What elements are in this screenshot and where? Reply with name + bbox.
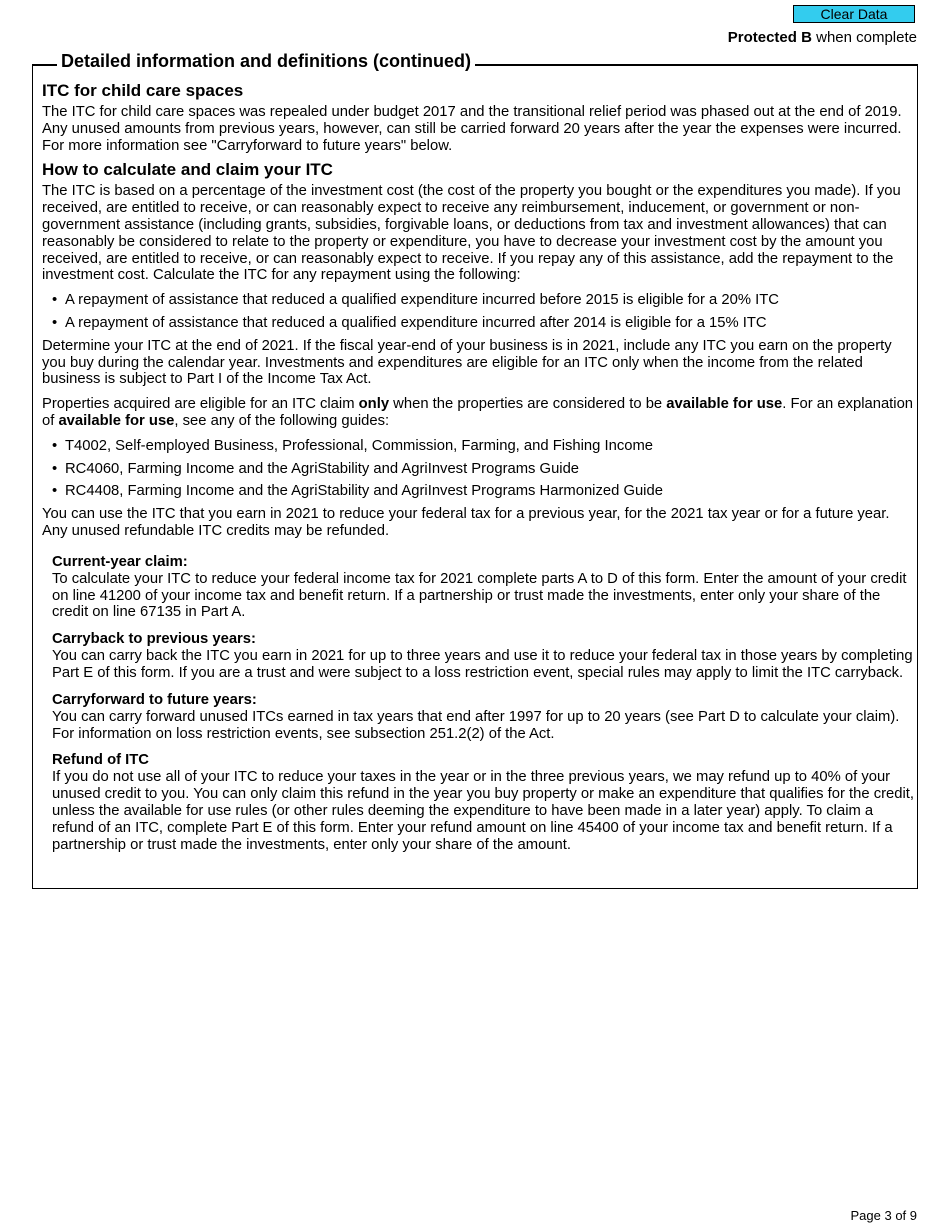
properties-text bbox=[42, 396, 914, 430]
list-item: • RC4408, Farming Income and the AgriStability and AgriInvest Programs Harmonized Guide bbox=[42, 483, 914, 500]
repayment-list bbox=[42, 292, 914, 332]
list-item: • A repayment of assistance that reduced a qualified expenditure incurred after 2014 is eligible for a 15% ITC bbox=[42, 315, 914, 332]
child-care-text: The ITC for child care spaces was repealed under budget 2017 and the transitional relief period was phased out at the end of 2019. Any unused amounts from previous years, however, can still be carried forward 20 years after the year the expenses were incurred. For more information see "Carryforward to future years" below. bbox=[42, 104, 902, 154]
section-title: Detailed information and definitions (continued) bbox=[57, 50, 475, 72]
subsection-text: To calculate your ITC to reduce your federal income tax for 2021 complete parts A to D of this form. Enter the amount of your credit on line 41200 of your income tax and benefit return. If a partnership or trust made the investments, enter only your share of the credit on line 67135 in Part A. bbox=[52, 570, 907, 621]
properties-part: , see any of the following guides: bbox=[174, 412, 390, 429]
section-content bbox=[42, 81, 914, 853]
protected-label: Protected B bbox=[727, 29, 812, 46]
list-item: • RC4060, Farming Income and the AgriStability and AgriInvest Programs Guide bbox=[42, 461, 914, 478]
protected-status bbox=[728, 29, 917, 47]
claim-subsections bbox=[42, 554, 914, 854]
determine-text: Determine your ITC at the end of 2021. If the fiscal year-end of your business is in 2021, include any ITC you earn on the property you buy during the calendar year. Investments and expenditures are eligible for an ITC only when the income from the related business is subject to Part I of the Income Tax Act. bbox=[42, 337, 892, 388]
properties-bold: available for use bbox=[58, 412, 175, 429]
properties-bold: available for use bbox=[666, 396, 783, 413]
subsection-text: If you do not use all of your ITC to reduce your taxes in the year or in the three previous years, we may refund up to 40% of your unused credit to you. You can only claim this refund in the year you buy property or make an expenditure that qualifies for the credit, unless the available for use rules (or other rules deeming the expenditure to have been made in a later year) apply. To claim a refund of an ITC, complete Part E of this form. Enter your refund amount on line 45400 of your income tax and benefit return. If a partnership or trust made the investments, enter only your share of the amount. bbox=[52, 769, 915, 853]
subsection-current-year bbox=[52, 554, 914, 621]
properties-part: Properties acquired are eligible for an ITC claim bbox=[42, 396, 359, 413]
subsection-refund bbox=[52, 752, 914, 853]
subsection-carryforward bbox=[52, 692, 914, 743]
subsection-heading: Carryforward to future years: bbox=[52, 691, 257, 708]
properties-part: . For an explanation of bbox=[42, 396, 914, 429]
calculate-intro: The ITC is based on a percentage of the investment cost (the cost of the property you bought or the expenditures you made). If you received, are entitled to receive, or can reasonably expect to receive any reimbursement, inducement, or government or non-government assistance (including grants, subsidies, forgivable loans, or deductions from tax and investment allowances) that can reasonably be considered to relate to the property or expenditure, you have to decrease your investment cost by the amount you received, are entitled to receive, or can reasonably expect to receive. If you repay any of this assistance, add the repayment to the investment cost. Calculate the ITC for any repayment using the following: bbox=[42, 183, 901, 284]
guides-list bbox=[42, 438, 914, 500]
list-item: • T4002, Self-employed Business, Professional, Commission, Farming, and Fishing Income bbox=[42, 438, 914, 455]
subsection-text: You can carry back the ITC you earn in 2021 for up to three years and use it to reduce your federal tax in those years by completing Part E of this form. If you are a trust and were subject to a loss restriction event, special rules may apply to limit the ITC carryback. bbox=[52, 648, 913, 681]
subsection-carryback bbox=[52, 631, 914, 682]
page-number: Page 3 of 9 bbox=[850, 1208, 917, 1223]
subsection-heading: Current-year claim: bbox=[52, 553, 188, 570]
protected-suffix: when complete bbox=[811, 29, 917, 46]
calculate-heading: How to calculate and claim your ITC bbox=[42, 160, 333, 180]
properties-part: when the properties are considered to be bbox=[389, 396, 667, 413]
subsection-heading: Carryback to previous years: bbox=[52, 631, 256, 648]
properties-bold: only bbox=[358, 396, 390, 413]
subsection-heading: Refund of ITC bbox=[52, 752, 149, 769]
list-item: • A repayment of assistance that reduced a qualified expenditure incurred before 2015 is eligible for a 20% ITC bbox=[42, 292, 914, 309]
use-itc-text: You can use the ITC that you earn in 2021 to reduce your federal tax for a previous year, for the 2021 tax year or for a future year. Any unused refundable ITC credits may be refunded. bbox=[42, 506, 890, 539]
subsection-text: You can carry forward unused ITCs earned in tax years that end after 1997 for up to 20 years (see Part D to calculate your claim). For information on loss restriction events, see subsection 251.2(2) of the Act. bbox=[52, 708, 900, 742]
child-care-heading: ITC for child care spaces bbox=[42, 81, 244, 100]
clear-data-button[interactable]: Clear Data bbox=[793, 5, 915, 23]
